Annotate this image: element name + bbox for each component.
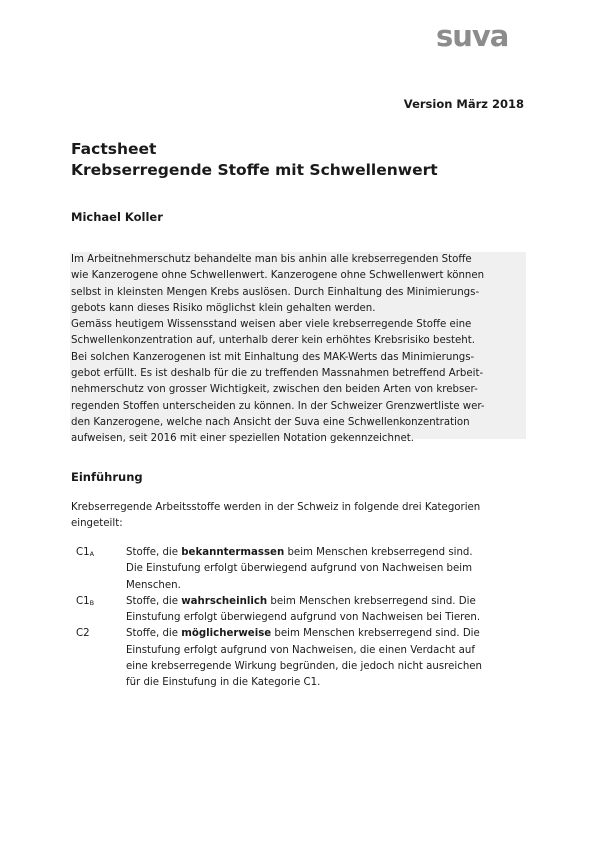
category-description [126, 545, 526, 594]
category-description [126, 626, 526, 691]
category-code [76, 594, 126, 610]
author-name: Michael Koller [71, 210, 163, 224]
category-pre: Stoffe, die [126, 547, 182, 558]
category-code-main: C1 [76, 595, 90, 607]
abstract-line: Gemäss heutigem Wissensstand weisen aber viele krebserregende Stoffe eine [71, 319, 472, 331]
abstract-line: nehmerschutz von grosser Wichtigkeit, zwischen den beiden Arten von krebser- [71, 384, 478, 396]
category-first-line [126, 594, 526, 610]
title-line-2: Krebserregende Stoffe mit Schwellenwert [71, 161, 438, 179]
category-description [126, 594, 526, 627]
intro-paragraph [71, 500, 527, 533]
suva-logo: suva [436, 19, 509, 53]
abstract-line: Schwellenkonzentration auf, unterhalb derer kein erhöhtes Krebsrisiko besteht. [71, 335, 475, 347]
intro-line: eingeteilt: [71, 518, 123, 530]
category-post: beim Menschen krebserregend sind. Die [267, 595, 476, 607]
category-line: Einstufung erfolgt aufgrund von Nachweisen, die einen Verdacht auf [126, 644, 475, 656]
category-line: Einstufung erfolgt überwiegend aufgrund von Nachweisen bei Tieren. [126, 612, 481, 624]
abstract-line: den Kanzerogene, welche nach Ansicht der Suva eine Schwellenkonzentration [71, 416, 470, 428]
abstract-box [70, 252, 526, 445]
category-first-line [126, 626, 526, 642]
category-post: beim Menschen krebserregend sind. Die [271, 628, 480, 640]
category-emphasis: möglicherweise [181, 628, 272, 640]
document-title [71, 139, 438, 181]
category-list [76, 545, 526, 692]
category-pre: Stoffe, die [126, 595, 182, 607]
category-code-main: C1 [76, 547, 90, 558]
section-heading-einfuehrung: Einführung [71, 470, 143, 484]
category-code [76, 545, 126, 561]
abstract-line: gebot erfüllt. Es ist deshalb für die zu treffenden Massnahmen betreffend Arbeit- [71, 368, 484, 380]
abstract-line: regenden Stoffen unterscheiden zu können. In der Schweizer Grenzwertliste wer- [71, 400, 485, 412]
title-line-1: Factsheet [71, 140, 157, 158]
category-item-c1b [76, 594, 526, 627]
category-line: für die Einstufung in die Kategorie C1. [126, 677, 321, 689]
category-first-line [126, 545, 526, 561]
category-line: Die Einstufung erfolgt überwiegend aufgrund von Nachweisen beim [126, 563, 473, 575]
abstract-line: selbst in kleinsten Mengen Krebs auslösen. Durch Einhaltung des Minimierungs- [71, 286, 480, 298]
abstract-text [71, 252, 525, 448]
category-code-sub: A [89, 550, 95, 558]
intro-line: Krebserregende Arbeitsstoffe werden in der Schweiz in folgende drei Kategorien [71, 502, 481, 513]
abstract-line: Im Arbeitnehmerschutz behandelte man bis anhin alle krebserregenden Stoffe [71, 254, 472, 265]
abstract-line: wie Kanzerogene ohne Schwellenwert. Kanzerogene ohne Schwellenwert können [71, 270, 485, 282]
abstract-line: aufweisen, seit 2016 mit einer speziellen Notation gekennzeichnet. [71, 433, 414, 445]
category-code [76, 626, 126, 642]
category-emphasis: wahrscheinlich [181, 595, 268, 607]
category-pre: Stoffe, die [126, 628, 182, 640]
version-label: Version März 2018 [403, 97, 524, 111]
category-emphasis: bekanntermassen [181, 547, 285, 558]
abstract-line: Bei solchen Kanzerogenen ist mit Einhaltung des MAK-Werts das Minimierungs- [71, 351, 475, 363]
category-item-c2 [76, 626, 526, 691]
category-code-sub: B [89, 598, 95, 607]
category-line: Menschen. [126, 579, 181, 591]
category-code-main: C2 [76, 628, 90, 640]
abstract-line: gebots kann dieses Risiko möglichst klein gehalten werden. [71, 302, 376, 314]
category-item-c1a [76, 545, 526, 594]
category-line: eine krebserregende Wirkung begründen, die jedoch nicht ausreichen [126, 661, 483, 673]
category-post: beim Menschen krebserregend sind. [284, 547, 473, 558]
